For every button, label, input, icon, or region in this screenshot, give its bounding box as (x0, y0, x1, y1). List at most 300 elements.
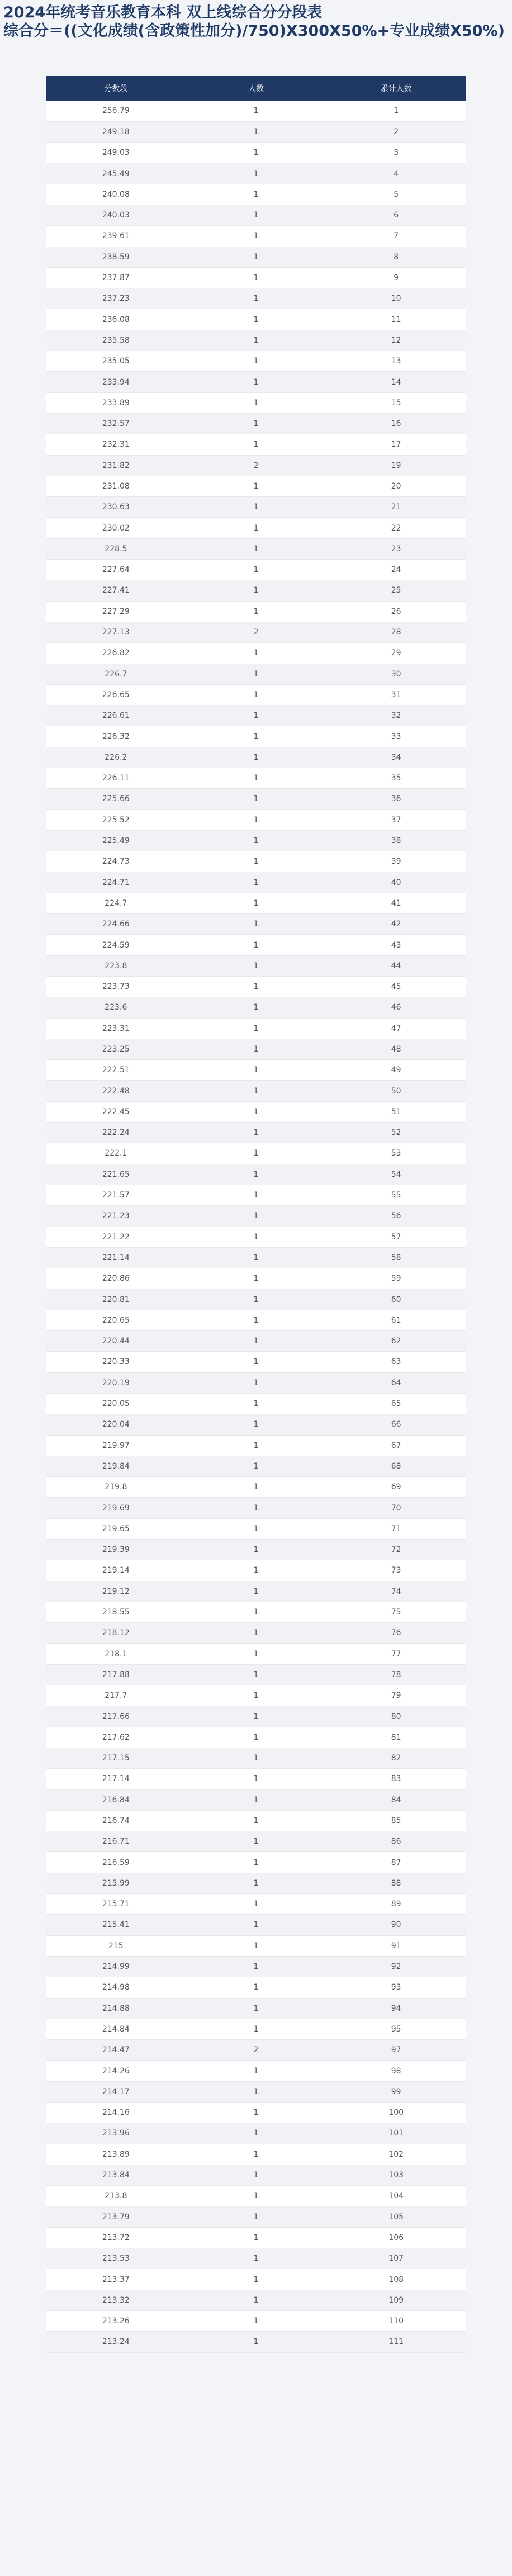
table-row (46, 1289, 466, 1310)
cell-count: 1 (186, 789, 326, 809)
cell-score: 222.51 (46, 1060, 186, 1081)
cell-score: 231.82 (46, 455, 186, 476)
cell-score: 215.99 (46, 1873, 186, 1893)
cell-count: 1 (186, 2310, 326, 2331)
cell-score: 217.66 (46, 1706, 186, 1727)
table-row (46, 768, 466, 789)
table-row (46, 601, 466, 622)
cell-cumulative: 4 (326, 163, 466, 184)
cell-cumulative: 42 (326, 914, 466, 935)
cell-score: 220.86 (46, 1268, 186, 1289)
cell-score: 213.37 (46, 2269, 186, 2290)
cell-cumulative: 100 (326, 2103, 466, 2123)
table-row (46, 1060, 466, 1081)
cell-cumulative: 30 (326, 664, 466, 684)
cell-cumulative: 24 (326, 560, 466, 580)
cell-cumulative: 87 (326, 1852, 466, 1873)
cell-count: 1 (186, 1685, 326, 1706)
cell-cumulative: 17 (326, 434, 466, 455)
cell-count: 1 (186, 2290, 326, 2310)
cell-count: 1 (186, 413, 326, 434)
cell-count: 1 (186, 1602, 326, 1622)
cell-cumulative: 35 (326, 768, 466, 789)
cell-score: 226.82 (46, 643, 186, 664)
cell-count: 1 (186, 851, 326, 872)
cell-cumulative: 43 (326, 935, 466, 955)
cell-count: 1 (186, 1039, 326, 1059)
cell-score: 220.05 (46, 1393, 186, 1414)
cell-count: 1 (186, 1915, 326, 1935)
cell-score: 226.2 (46, 747, 186, 768)
cell-score: 216.74 (46, 1810, 186, 1831)
table-row (46, 2144, 466, 2165)
table-row (46, 1247, 466, 1268)
cell-score: 221.23 (46, 1206, 186, 1227)
cell-count: 1 (186, 1769, 326, 1789)
cell-cumulative: 60 (326, 1289, 466, 1310)
cell-cumulative: 37 (326, 809, 466, 830)
cell-count: 1 (186, 205, 326, 225)
table-row (46, 1393, 466, 1414)
cell-cumulative: 102 (326, 2144, 466, 2165)
table-row (46, 1372, 466, 1393)
table-row (46, 1018, 466, 1039)
table-row (46, 580, 466, 601)
cell-score: 235.05 (46, 351, 186, 372)
table-row (46, 2248, 466, 2269)
cell-score: 213.53 (46, 2248, 186, 2269)
cell-score: 214.88 (46, 1998, 186, 2019)
cell-count: 1 (186, 247, 326, 267)
table-row (46, 705, 466, 726)
cell-cumulative: 41 (326, 893, 466, 913)
cell-count: 1 (186, 2206, 326, 2227)
cell-count: 1 (186, 2123, 326, 2144)
cell-score: 233.89 (46, 392, 186, 413)
cell-score: 237.87 (46, 267, 186, 288)
cell-count: 1 (186, 872, 326, 893)
cell-count: 1 (186, 2165, 326, 2185)
cell-cumulative: 46 (326, 997, 466, 1018)
page-title (3, 3, 509, 40)
cell-cumulative: 11 (326, 309, 466, 330)
cell-score: 219.65 (46, 1518, 186, 1539)
cell-count: 1 (186, 705, 326, 726)
table-row (46, 1164, 466, 1185)
cell-count: 1 (186, 1018, 326, 1039)
cell-cumulative: 26 (326, 601, 466, 622)
cell-score: 219.39 (46, 1539, 186, 1560)
cell-score: 217.15 (46, 1748, 186, 1768)
cell-count: 1 (186, 1977, 326, 1998)
cell-count: 1 (186, 1518, 326, 1539)
cell-score: 245.49 (46, 163, 186, 184)
cell-score: 224.66 (46, 914, 186, 935)
table-row (46, 247, 466, 267)
cell-count: 1 (186, 914, 326, 935)
cell-count: 1 (186, 1727, 326, 1748)
cell-count: 1 (186, 330, 326, 351)
title-line-1: 2024年统考音乐教育本科 双上线综合分分段表 (3, 4, 323, 21)
table-row (46, 1477, 466, 1498)
cell-score: 220.44 (46, 1331, 186, 1352)
table-row (46, 935, 466, 955)
table-row (46, 1227, 466, 1247)
cell-score: 233.94 (46, 372, 186, 392)
cell-score: 256.79 (46, 101, 186, 121)
cell-cumulative: 73 (326, 1560, 466, 1581)
cell-cumulative: 53 (326, 1143, 466, 1164)
table-row (46, 1352, 466, 1372)
table-row (46, 997, 466, 1018)
cell-cumulative: 62 (326, 1331, 466, 1352)
cell-cumulative: 50 (326, 1081, 466, 1101)
table-row (46, 1331, 466, 1352)
cell-count: 1 (186, 893, 326, 913)
table-row (46, 664, 466, 684)
table-row (46, 2186, 466, 2206)
cell-cumulative: 101 (326, 2123, 466, 2144)
table-row (46, 789, 466, 809)
cell-cumulative: 9 (326, 267, 466, 288)
table-row (46, 1518, 466, 1539)
table-row (46, 955, 466, 976)
cell-score: 217.62 (46, 1727, 186, 1748)
cell-score: 220.81 (46, 1289, 186, 1310)
cell-score: 223.6 (46, 997, 186, 1018)
table-row (46, 351, 466, 372)
cell-score: 230.63 (46, 497, 186, 518)
cell-score: 219.14 (46, 1560, 186, 1581)
cell-score: 218.1 (46, 1644, 186, 1664)
cell-score: 213.32 (46, 2290, 186, 2310)
cell-cumulative: 10 (326, 288, 466, 309)
cell-count: 1 (186, 1060, 326, 1081)
table-row (46, 1435, 466, 1456)
cell-cumulative: 111 (326, 2332, 466, 2352)
cell-cumulative: 40 (326, 872, 466, 893)
cell-cumulative: 56 (326, 1206, 466, 1227)
cell-count: 2 (186, 455, 326, 476)
cell-count: 1 (186, 1873, 326, 1893)
cell-cumulative: 19 (326, 455, 466, 476)
cell-count: 1 (186, 1352, 326, 1372)
cell-cumulative: 20 (326, 476, 466, 496)
cell-count: 1 (186, 1393, 326, 1414)
cell-count: 1 (186, 121, 326, 142)
cell-count: 1 (186, 1227, 326, 1247)
table-row (46, 392, 466, 413)
cell-cumulative: 52 (326, 1123, 466, 1143)
table-row (46, 1810, 466, 1831)
cell-score: 249.18 (46, 121, 186, 142)
cell-score: 231.08 (46, 476, 186, 496)
cell-count: 1 (186, 351, 326, 372)
cell-score: 213.89 (46, 2144, 186, 2165)
cell-score: 214.99 (46, 1956, 186, 1977)
table-row (46, 1977, 466, 1998)
cell-cumulative: 104 (326, 2186, 466, 2206)
cell-score: 232.31 (46, 434, 186, 455)
cell-cumulative: 65 (326, 1393, 466, 1414)
cell-cumulative: 45 (326, 976, 466, 997)
cell-count: 1 (186, 2332, 326, 2352)
cell-count: 1 (186, 1935, 326, 1956)
cell-count: 1 (186, 830, 326, 851)
cell-count: 1 (186, 392, 326, 413)
cell-score: 218.12 (46, 1623, 186, 1644)
cell-count: 1 (186, 1560, 326, 1581)
table-row (46, 1748, 466, 1768)
cell-count: 1 (186, 643, 326, 664)
cell-score: 222.48 (46, 1081, 186, 1101)
cell-cumulative: 97 (326, 2040, 466, 2061)
cell-cumulative: 39 (326, 851, 466, 872)
cell-cumulative: 106 (326, 2227, 466, 2248)
cell-cumulative: 55 (326, 1185, 466, 1205)
cell-score: 220.33 (46, 1352, 186, 1372)
table-row (46, 1915, 466, 1935)
cell-cumulative: 64 (326, 1372, 466, 1393)
cell-count: 1 (186, 1101, 326, 1122)
cell-score: 225.52 (46, 809, 186, 830)
cell-cumulative: 8 (326, 247, 466, 267)
header-cumulative: 累计人数 (380, 84, 412, 93)
cell-count: 1 (186, 1956, 326, 1977)
table-row (46, 1498, 466, 1518)
table-row (46, 184, 466, 205)
table-row (46, 2061, 466, 2081)
cell-score: 222.45 (46, 1101, 186, 1122)
cell-count: 1 (186, 1143, 326, 1164)
table-row (46, 976, 466, 997)
table-row (46, 1602, 466, 1622)
table-row (46, 1769, 466, 1789)
cell-score: 219.69 (46, 1498, 186, 1518)
cell-cumulative: 89 (326, 1894, 466, 1915)
cell-score: 221.65 (46, 1164, 186, 1185)
table-row (46, 2310, 466, 2331)
cell-score: 226.32 (46, 726, 186, 747)
cell-score: 226.65 (46, 684, 186, 705)
table-row (46, 413, 466, 434)
cell-cumulative: 54 (326, 1164, 466, 1185)
cell-cumulative: 90 (326, 1915, 466, 1935)
cell-score: 224.71 (46, 872, 186, 893)
cell-count: 1 (186, 768, 326, 789)
cell-count: 1 (186, 1894, 326, 1915)
cell-cumulative: 5 (326, 184, 466, 205)
table-row (46, 1831, 466, 1852)
cell-score: 230.02 (46, 518, 186, 538)
cell-score: 249.03 (46, 143, 186, 163)
cell-score: 217.88 (46, 1664, 186, 1685)
cell-count: 1 (186, 1789, 326, 1810)
cell-cumulative: 57 (326, 1227, 466, 1247)
cell-score: 213.84 (46, 2165, 186, 2185)
table-row (46, 163, 466, 184)
cell-count: 1 (186, 560, 326, 580)
cell-cumulative: 44 (326, 955, 466, 976)
cell-cumulative: 95 (326, 2019, 466, 2039)
cell-score: 236.08 (46, 309, 186, 330)
table-row (46, 1581, 466, 1602)
cell-cumulative: 33 (326, 726, 466, 747)
cell-count: 1 (186, 1498, 326, 1518)
cell-cumulative: 16 (326, 413, 466, 434)
cell-count: 1 (186, 143, 326, 163)
table-row (46, 1206, 466, 1227)
table-row (46, 2081, 466, 2102)
cell-cumulative: 47 (326, 1018, 466, 1039)
table-row (46, 2206, 466, 2227)
cell-score: 237.23 (46, 288, 186, 309)
cell-count: 1 (186, 1831, 326, 1852)
cell-cumulative: 103 (326, 2165, 466, 2185)
cell-cumulative: 110 (326, 2310, 466, 2331)
table-row (46, 1685, 466, 1706)
cell-count: 1 (186, 2019, 326, 2039)
cell-count: 1 (186, 1581, 326, 1602)
table-row (46, 1873, 466, 1893)
cell-score: 219.97 (46, 1435, 186, 1456)
cell-cumulative: 6 (326, 205, 466, 225)
table-row (46, 2019, 466, 2039)
cell-cumulative: 72 (326, 1539, 466, 1560)
cell-cumulative: 84 (326, 1789, 466, 1810)
cell-cumulative: 29 (326, 643, 466, 664)
table-row (46, 914, 466, 935)
cell-cumulative: 107 (326, 2248, 466, 2269)
cell-cumulative: 32 (326, 705, 466, 726)
cell-cumulative: 31 (326, 684, 466, 705)
table-row (46, 2123, 466, 2144)
cell-count: 1 (186, 1435, 326, 1456)
cell-score: 223.25 (46, 1039, 186, 1059)
cell-score: 222.24 (46, 1123, 186, 1143)
cell-score: 214.17 (46, 2081, 186, 2102)
cell-score: 214.84 (46, 2019, 186, 2039)
cell-cumulative: 86 (326, 1831, 466, 1852)
cell-score: 239.61 (46, 226, 186, 247)
table-row (46, 1101, 466, 1122)
cell-score: 215.71 (46, 1894, 186, 1915)
table-row (46, 2290, 466, 2310)
table-row (46, 1852, 466, 1873)
cell-count: 1 (186, 2103, 326, 2123)
cell-score: 224.73 (46, 851, 186, 872)
table-row (46, 267, 466, 288)
cell-count: 1 (186, 2269, 326, 2290)
cell-count: 1 (186, 747, 326, 768)
table-row (46, 476, 466, 496)
table-row (46, 330, 466, 351)
cell-count: 1 (186, 1644, 326, 1664)
cell-cumulative: 78 (326, 1664, 466, 1685)
table-row (46, 830, 466, 851)
cell-score: 214.16 (46, 2103, 186, 2123)
cell-score: 228.5 (46, 538, 186, 559)
cell-cumulative: 63 (326, 1352, 466, 1372)
cell-cumulative: 34 (326, 747, 466, 768)
cell-score: 225.49 (46, 830, 186, 851)
cell-cumulative: 61 (326, 1310, 466, 1330)
cell-count: 1 (186, 1206, 326, 1227)
cell-cumulative: 15 (326, 392, 466, 413)
cell-score: 223.73 (46, 976, 186, 997)
table-row (46, 893, 466, 913)
table-row (46, 1998, 466, 2019)
table-row (46, 2269, 466, 2290)
table-row (46, 518, 466, 538)
cell-count: 1 (186, 518, 326, 538)
cell-count: 1 (186, 163, 326, 184)
table-row (46, 1623, 466, 1644)
cell-score: 224.59 (46, 935, 186, 955)
cell-cumulative: 38 (326, 830, 466, 851)
cell-cumulative: 105 (326, 2206, 466, 2227)
cell-cumulative: 81 (326, 1727, 466, 1748)
table-row (46, 1706, 466, 1727)
cell-count: 1 (186, 1456, 326, 1476)
cell-cumulative: 1 (326, 101, 466, 121)
cell-cumulative: 92 (326, 1956, 466, 1977)
cell-count: 1 (186, 2061, 326, 2081)
table-row (46, 101, 466, 121)
cell-cumulative: 94 (326, 1998, 466, 2019)
cell-cumulative: 25 (326, 580, 466, 601)
table-body (46, 101, 466, 2352)
table-row (46, 1185, 466, 1205)
cell-count: 1 (186, 1372, 326, 1393)
cell-count: 1 (186, 2081, 326, 2102)
cell-cumulative: 67 (326, 1435, 466, 1456)
cell-cumulative: 28 (326, 622, 466, 642)
table-row (46, 372, 466, 392)
table-row (46, 497, 466, 518)
cell-score: 232.57 (46, 413, 186, 434)
cell-count: 1 (186, 1289, 326, 1310)
cell-score: 219.84 (46, 1456, 186, 1476)
cell-cumulative: 80 (326, 1706, 466, 1727)
table-row (46, 560, 466, 580)
cell-count: 1 (186, 184, 326, 205)
cell-cumulative: 85 (326, 1810, 466, 1831)
cell-count: 1 (186, 288, 326, 309)
table-row (46, 1894, 466, 1915)
cell-score: 213.8 (46, 2186, 186, 2206)
cell-cumulative: 66 (326, 1414, 466, 1435)
cell-score: 238.59 (46, 247, 186, 267)
cell-cumulative: 75 (326, 1602, 466, 1622)
cell-count: 1 (186, 580, 326, 601)
cell-cumulative: 83 (326, 1769, 466, 1789)
table-row (46, 2332, 466, 2352)
table-row (46, 726, 466, 747)
table-row (46, 455, 466, 476)
cell-score: 220.19 (46, 1372, 186, 1393)
table-row (46, 684, 466, 705)
cell-cumulative: 76 (326, 1623, 466, 1644)
cell-count: 1 (186, 2186, 326, 2206)
cell-cumulative: 13 (326, 351, 466, 372)
cell-count: 1 (186, 1123, 326, 1143)
cell-count: 1 (186, 1247, 326, 1268)
cell-count: 1 (186, 1331, 326, 1352)
table-row (46, 2165, 466, 2185)
table-row (46, 809, 466, 830)
cell-count: 1 (186, 1477, 326, 1498)
